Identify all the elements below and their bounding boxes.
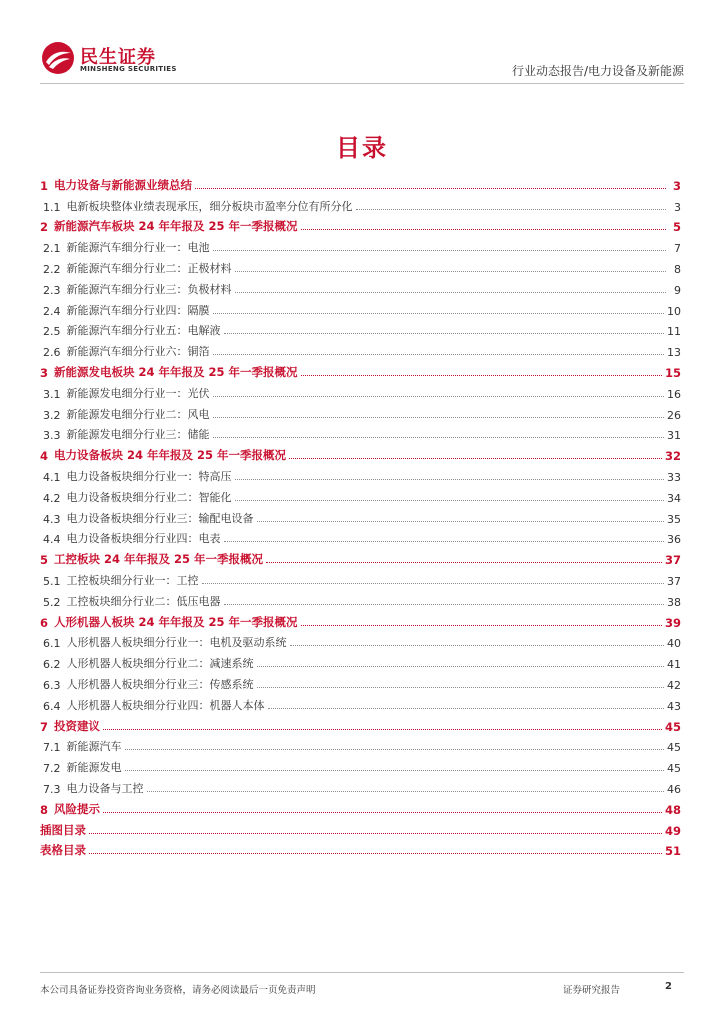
toc-subsection-link[interactable] [40,734,681,755]
toc-section-link[interactable] [40,609,681,630]
toc-section-link[interactable] [40,796,681,817]
toc-subsection-link[interactable] [40,775,681,796]
toc-section-link[interactable] [40,359,681,380]
toc-subsection-link[interactable] [40,297,681,318]
toc-subsection-link[interactable] [40,193,681,214]
toc-entry-title: 新能源汽车细分行业三：负极材料 [66,282,232,296]
toc-dot-leader [89,853,662,854]
toc-dot-leader [301,375,662,376]
toc-dot-leader [213,437,665,438]
toc-entry-title: 电力设备板块细分行业三：输配电设备 [66,511,254,525]
footer-disclaimer: 本公司具备证券投资咨询业务资格，请务必阅读最后一页免责声明 [40,985,316,996]
toc-entry-title: 新能源汽车细分行业四：隔膜 [66,303,210,317]
toc-entry-page: 51 [664,844,681,859]
toc-entry-page: 15 [664,365,681,380]
toc-entry-page: 26 [667,408,681,422]
report-type-label: 行业动态报告/电力设备及新能源 [511,64,684,78]
toc-subsection-link[interactable] [40,754,681,775]
toc-subsection-link[interactable] [40,318,681,339]
toc-entry-number: 7.1 [43,741,61,755]
toc-dot-leader [125,749,665,750]
toc-entry-number: 6.1 [43,637,61,651]
toc-entry-title: 电力设备板块细分行业一：特高压 [66,469,232,483]
toc-section-link[interactable] [40,442,681,463]
toc-entry-title: 表格目录 [40,843,86,858]
header-divider [40,83,684,84]
toc-subsection-link[interactable] [40,255,681,276]
toc-entry-page: 33 [667,470,681,484]
toc-section-link[interactable] [40,172,681,193]
toc-dot-leader [103,729,662,730]
toc-entry-number: 5.1 [43,574,61,588]
toc-dot-leader [224,604,665,605]
toc-entry-page: 45 [667,762,681,776]
toc-entry-number: 6 [40,615,49,630]
toc-dot-leader [195,188,666,189]
toc-entry-number: 2.6 [43,346,61,360]
toc-entry-number: 7.2 [43,762,61,776]
toc-subsection-link[interactable] [40,380,681,401]
toc-subsection-link[interactable] [40,484,681,505]
toc-entry-title: 人形机器人板块细分行业二：减速系统 [66,657,254,671]
toc-entry-number: 4.1 [43,470,61,484]
footer-category: 证券研究报告 [563,985,621,996]
toc-subsection-link[interactable] [40,401,681,422]
toc-entry-number: 2.2 [43,262,61,276]
toc-entry-page: 3 [674,200,681,214]
toc-dot-leader [213,354,665,355]
toc-section-link[interactable] [40,546,681,567]
toc-entry-page: 3 [672,178,681,193]
toc-entry-number: 7.3 [43,782,61,796]
toc-entry-title: 人形机器人板块细分行业一：电机及驱动系统 [66,636,287,650]
toc-entry-title: 新能源发电板块 24 年年报及 25 年一季报概况 [54,364,298,379]
toc-subsection-link[interactable] [40,650,681,671]
toc-entry-title: 工控板块细分行业一：工控 [66,573,199,587]
toc-entry-number: 1.1 [43,200,61,214]
toc-dot-leader [257,666,665,667]
toc-entry-page: 39 [664,615,681,630]
toc-entry-page: 10 [667,304,681,318]
toc-entry-page: 5 [672,220,681,235]
toc-section-link[interactable] [40,838,681,859]
toc-entry-title: 新能源发电细分行业三：储能 [66,428,210,442]
toc-entry-page: 49 [664,823,681,838]
toc-entry-page: 9 [674,283,681,297]
toc-dot-leader [224,333,665,334]
toc-entry-title: 新能源汽车板块 24 年年报及 25 年一季报概况 [54,219,298,234]
brand-name-en: MINSHENG SECURITIES [80,65,177,73]
toc-entry-page: 41 [667,658,681,672]
toc-entry-number: 2.1 [43,242,61,256]
toc-entry-title: 新能源汽车细分行业六：铜箔 [66,345,210,359]
toc-dot-leader [213,313,665,314]
toc-entry-page: 37 [667,574,681,588]
toc-entry-number: 3.3 [43,429,61,443]
table-of-contents [40,172,681,858]
toc-entry-title: 新能源汽车细分行业一：电池 [66,241,210,255]
brand-logo [40,40,180,80]
toc-dot-leader [235,500,665,501]
toc-entry-title: 人形机器人板块细分行业三：传感系统 [66,677,254,691]
footer-divider [40,972,684,973]
toc-entry-page: 43 [667,699,681,713]
toc-entry-number: 5.2 [43,595,61,609]
page-title: 目录 [336,134,388,162]
toc-subsection-link[interactable] [40,422,681,443]
toc-entry-number: 6.2 [43,658,61,672]
toc-entry-number: 3.1 [43,387,61,401]
toc-entry-title: 风险提示 [54,801,101,816]
toc-entry-page: 32 [664,449,681,464]
toc-subsection-link[interactable] [40,234,681,255]
footer-page-number: 2 [665,981,672,992]
toc-entry-page: 34 [667,491,681,505]
toc-entry-page: 11 [667,325,681,339]
page-header [0,0,724,84]
toc-section-link[interactable] [40,214,681,235]
toc-subsection-link[interactable] [40,567,681,588]
toc-subsection-link[interactable] [40,276,681,297]
toc-entry-title: 人形机器人板块细分行业四：机器人本体 [66,698,265,712]
toc-entry-title: 电力设备板块细分行业二：智能化 [66,490,232,504]
toc-entry-title: 电力设备板块 24 年年报及 25 年一季报概况 [54,448,287,463]
toc-entry-title: 电力设备板块细分行业四：电表 [66,532,221,546]
toc-entry-page: 37 [664,553,681,568]
toc-entry-number: 4 [40,449,49,464]
toc-entry-page: 8 [674,262,681,276]
toc-entry-page: 35 [667,512,681,526]
toc-entry-page: 46 [667,782,681,796]
toc-entry-number: 4.4 [43,533,61,547]
toc-subsection-link[interactable] [40,526,681,547]
toc-dot-leader [213,417,665,418]
toc-dot-leader [224,541,665,542]
toc-entry-page: 7 [674,242,681,256]
toc-entry-title: 电力设备与工控 [66,781,144,795]
toc-entry-page: 16 [667,387,681,401]
toc-section-link[interactable] [40,817,681,838]
toc-entry-title: 人形机器人板块 24 年年报及 25 年一季报概况 [54,614,298,629]
toc-dot-leader [202,583,665,584]
toc-entry-number: 5 [40,553,49,568]
toc-dot-leader [257,521,665,522]
toc-dot-leader [213,396,665,397]
toc-dot-leader [257,687,665,688]
toc-entry-page: 13 [667,346,681,360]
toc-entry-page: 48 [664,802,681,817]
toc-entry-number: 8 [40,802,49,817]
toc-entry-page: 31 [667,429,681,443]
toc-dot-leader [268,708,665,709]
toc-entry-title: 插图目录 [40,822,86,837]
toc-dot-leader [147,791,665,792]
toc-entry-title: 新能源发电 [66,761,122,775]
toc-entry-number: 2.3 [43,283,61,297]
toc-dot-leader [290,645,665,646]
toc-entry-page: 36 [667,533,681,547]
toc-entry-title: 新能源汽车细分行业二：正极材料 [66,261,232,275]
toc-subsection-link[interactable] [40,463,681,484]
toc-entry-page: 45 [664,719,681,734]
toc-entry-title: 新能源汽车 [66,740,122,754]
toc-entry-number: 3 [40,365,49,380]
toc-dot-leader [235,271,667,272]
toc-dot-leader [125,770,665,771]
toc-subsection-link[interactable] [40,338,681,359]
toc-entry-page: 42 [667,678,681,692]
toc-entry-number: 2.5 [43,325,61,339]
minsheng-logo-icon [40,40,76,76]
toc-entry-page: 38 [667,595,681,609]
toc-entry-number: 6.3 [43,678,61,692]
toc-entry-title: 工控板块细分行业二：低压电器 [66,594,221,608]
toc-entry-number: 7 [40,719,49,734]
toc-entry-number: 4.3 [43,512,61,526]
toc-entry-title: 投资建议 [54,718,101,733]
toc-entry-title: 电力设备与新能源业绩总结 [54,177,193,192]
toc-entry-number: 2 [40,220,49,235]
toc-subsection-link[interactable] [40,588,681,609]
toc-entry-title: 电新板块整体业绩表现承压，细分板块市盈率分位有所分化 [66,199,353,213]
toc-dot-leader [301,229,666,230]
toc-entry-title: 新能源发电细分行业一：光伏 [66,386,210,400]
toc-entry-page: 40 [667,637,681,651]
toc-entry-number: 2.4 [43,304,61,318]
toc-entry-page: 45 [667,741,681,755]
toc-entry-number: 1 [40,178,49,193]
toc-subsection-link[interactable] [40,692,681,713]
toc-dot-leader [103,812,662,813]
toc-entry-title: 工控板块 24 年年报及 25 年一季报概况 [54,552,264,567]
toc-entry-number: 4.2 [43,491,61,505]
toc-section-link[interactable] [40,713,681,734]
toc-dot-leader [235,292,667,293]
toc-dot-leader [289,458,662,459]
toc-subsection-link[interactable] [40,630,681,651]
toc-subsection-link[interactable] [40,505,681,526]
toc-dot-leader [235,479,665,480]
toc-entry-number: 3.2 [43,408,61,422]
toc-dot-leader [89,833,662,834]
toc-subsection-link[interactable] [40,671,681,692]
toc-entry-title: 新能源汽车细分行业五：电解液 [66,324,221,338]
brand-name-cn: 民生证券 [80,47,156,68]
toc-dot-leader [356,209,667,210]
toc-dot-leader [266,562,662,563]
toc-entry-number: 6.4 [43,699,61,713]
toc-dot-leader [301,625,662,626]
toc-dot-leader [213,250,667,251]
toc-entry-title: 新能源发电细分行业二：风电 [66,407,210,421]
